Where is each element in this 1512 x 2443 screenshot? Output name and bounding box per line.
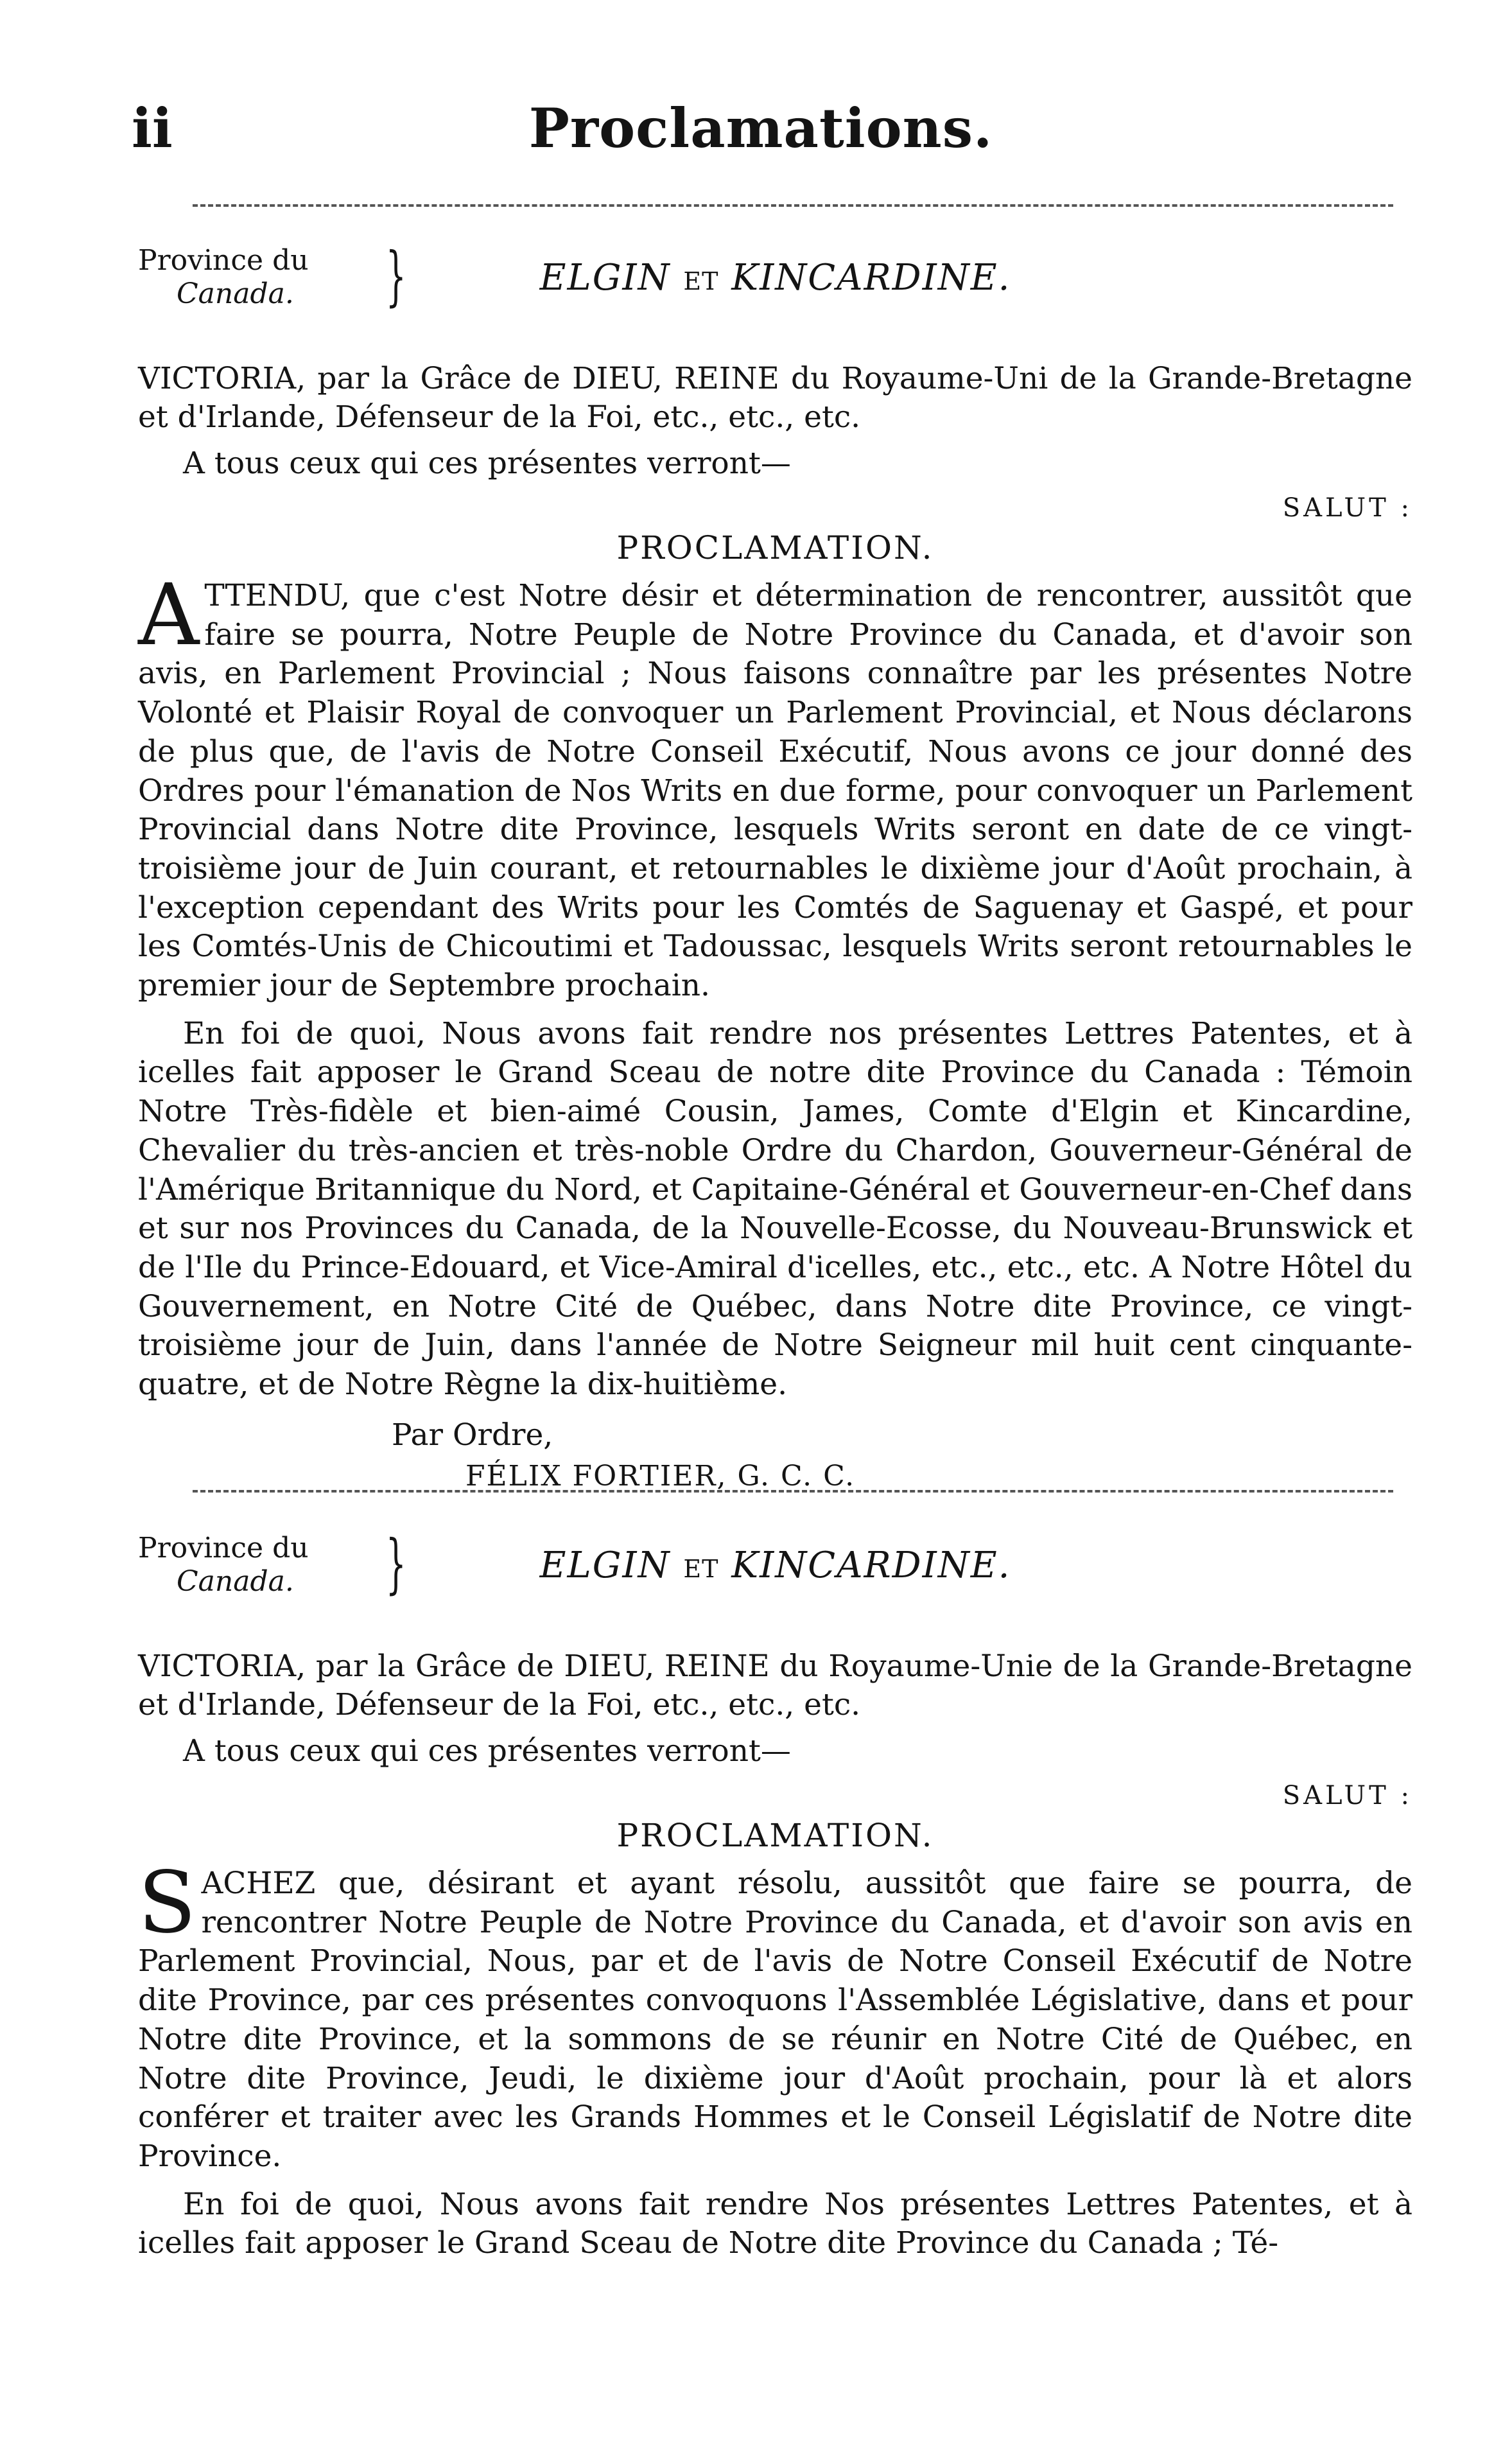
- drop-cap: S: [138, 1853, 196, 1952]
- section-rule: [193, 1490, 1393, 1493]
- proclamation-body: [138, 1853, 1412, 2176]
- signature-line: FÉLIX FORTIER, G. C. C.: [465, 1459, 856, 1493]
- running-title: Proclamations.: [528, 96, 993, 160]
- salut-label: SALUT :: [1282, 493, 1412, 523]
- proclamation-heading: [138, 238, 1412, 360]
- victoria-preamble: VICTORIA, par la Grâce de DIEU, REINE du Royaume-Uni de la Grande-Bretagne et d'Irlande, Défenseur de la Foi, etc., etc., etc.: [138, 361, 1412, 435]
- body-text: TTENDU, que c'est Notre désir et détermination de rencontrer, aussitôt que faire se pourra, Notre Peuple de Notre Province du Canada, et d'avoir son avis, en Parlement Provincial ; Nous faisons connaître par les présentes Notre Volonté et Plaisir Royal de convoquer un Parlement Provincial, et Nous déclarons de plus que, de l'avis de Notre Conseil Exécutif, Nous avons ce jour donné des Ordres pour l'émanation de Nos Writs en due forme, pour convoquer un Parlement Provincial dans Notre dite Province, lesquels Writs seront en date de ce vingt-troisième jour de Juin courant, et retournables le dixième jour d'Août prochain, à l'exception cependant des Writs pour les Comtés de Saguenay et Gaspé, et pour les Comtés-Unis de Chicoutimi et Tadoussac, lesquels Writs seront retournables le premier jour de Septembre prochain.: [138, 578, 1412, 1004]
- salut-label: SALUT :: [1282, 1781, 1412, 1810]
- province-name: Canada.: [177, 277, 294, 310]
- page-header: [132, 96, 1390, 167]
- drop-cap: A: [138, 566, 200, 665]
- proclamation-heading: [138, 1526, 1412, 1647]
- governor-name-a: ELGIN: [539, 257, 671, 299]
- proclamation-title: PROCLAMATION.: [616, 1817, 934, 1854]
- address-line: A tous ceux qui ces présentes verront—: [183, 1733, 791, 1769]
- proclamation-body: [138, 566, 1412, 1006]
- header-rule: [193, 204, 1393, 207]
- governor-title: [138, 257, 1412, 299]
- province-line: Province du: [138, 1532, 309, 1564]
- proclamation-2: [138, 1526, 1412, 2263]
- proclamation-1: [138, 238, 1412, 1496]
- governor-name-b: KINCARDINE.: [731, 1545, 1011, 1586]
- victoria-preamble: VICTORIA, par la Grâce de DIEU, REINE du Royaume-Unie de la Grande-Bretagne et d'Irlande, Défenseur de la Foi, etc., etc., etc.: [138, 1649, 1412, 1722]
- governor-name-b: KINCARDINE.: [731, 257, 1011, 299]
- witness-paragraph: En foi de quoi, Nous avons fait rendre nos présentes Lettres Patentes, et à icelles fait apposer le Grand Sceau de notre dite Province du Canada : Témoin Notre Très-fidèle et bien-aimé Cousin, James, Comte d'Elgin et Kincardine, Chevalier du très-ancien et très-noble Ordre du Chardon, Gouverneur-Général de l'Amérique Britannique du Nord, et Capitaine-Général et Gouverneur-en-Chef dans et sur nos Provinces du Canada, de la Nouvelle-Ecosse, du Nouveau-Brunswick et de l'Ile du Prince-Edouard, et Vice-Amiral d'icelles, etc., etc., etc. A Notre Hôtel du Gouvernement, en Notre Cité de Québec, dans Notre dite Province, ce vingt-troisième jour de Juin, dans l'année de Notre Seigneur mil huit cent cinquante-quatre, et de Notre Règne la dix-huitième.: [138, 1015, 1412, 1403]
- province-name: Canada.: [177, 1565, 294, 1598]
- province-line: Province du: [138, 244, 309, 277]
- governor-name-a: ELGIN: [539, 1545, 671, 1586]
- page-number: ii: [132, 96, 173, 160]
- governor-et: ET: [683, 1555, 719, 1583]
- proclamation-title: PROCLAMATION.: [616, 529, 934, 566]
- brace-glyph: }: [385, 1526, 406, 1601]
- brace-glyph: }: [385, 238, 406, 313]
- governor-et: ET: [683, 267, 719, 295]
- order-line: Par Ordre,: [392, 1417, 553, 1453]
- address-line: A tous ceux qui ces présentes verront—: [183, 446, 791, 481]
- witness-paragraph: En foi de quoi, Nous avons fait rendre Nos présentes Lettres Patentes, et à icelles fait apposer le Grand Sceau de Notre dite Province du Canada ; Té-: [138, 2186, 1412, 2261]
- governor-title: [138, 1545, 1412, 1586]
- body-text: ACHEZ que, désirant et ayant résolu, aussitôt que faire se pourra, de rencontrer Notre Peuple de Notre Province du Canada, et d'avoir son avis en Parlement Provincial, Nous, par et de l'avis de Notre Conseil Exécutif de Notre dite Province, par ces présentes convoquons l'Assemblée Législative, dans et pour Notre dite Province, et la sommons de se réunir en Notre Cité de Québec, en Notre dite Province, Jeudi, le dixième jour d'Août prochain, pour là et alors conférer et traiter avec les Grands Hommes et le Conseil Législatif de Notre dite Province.: [138, 1866, 1412, 2174]
